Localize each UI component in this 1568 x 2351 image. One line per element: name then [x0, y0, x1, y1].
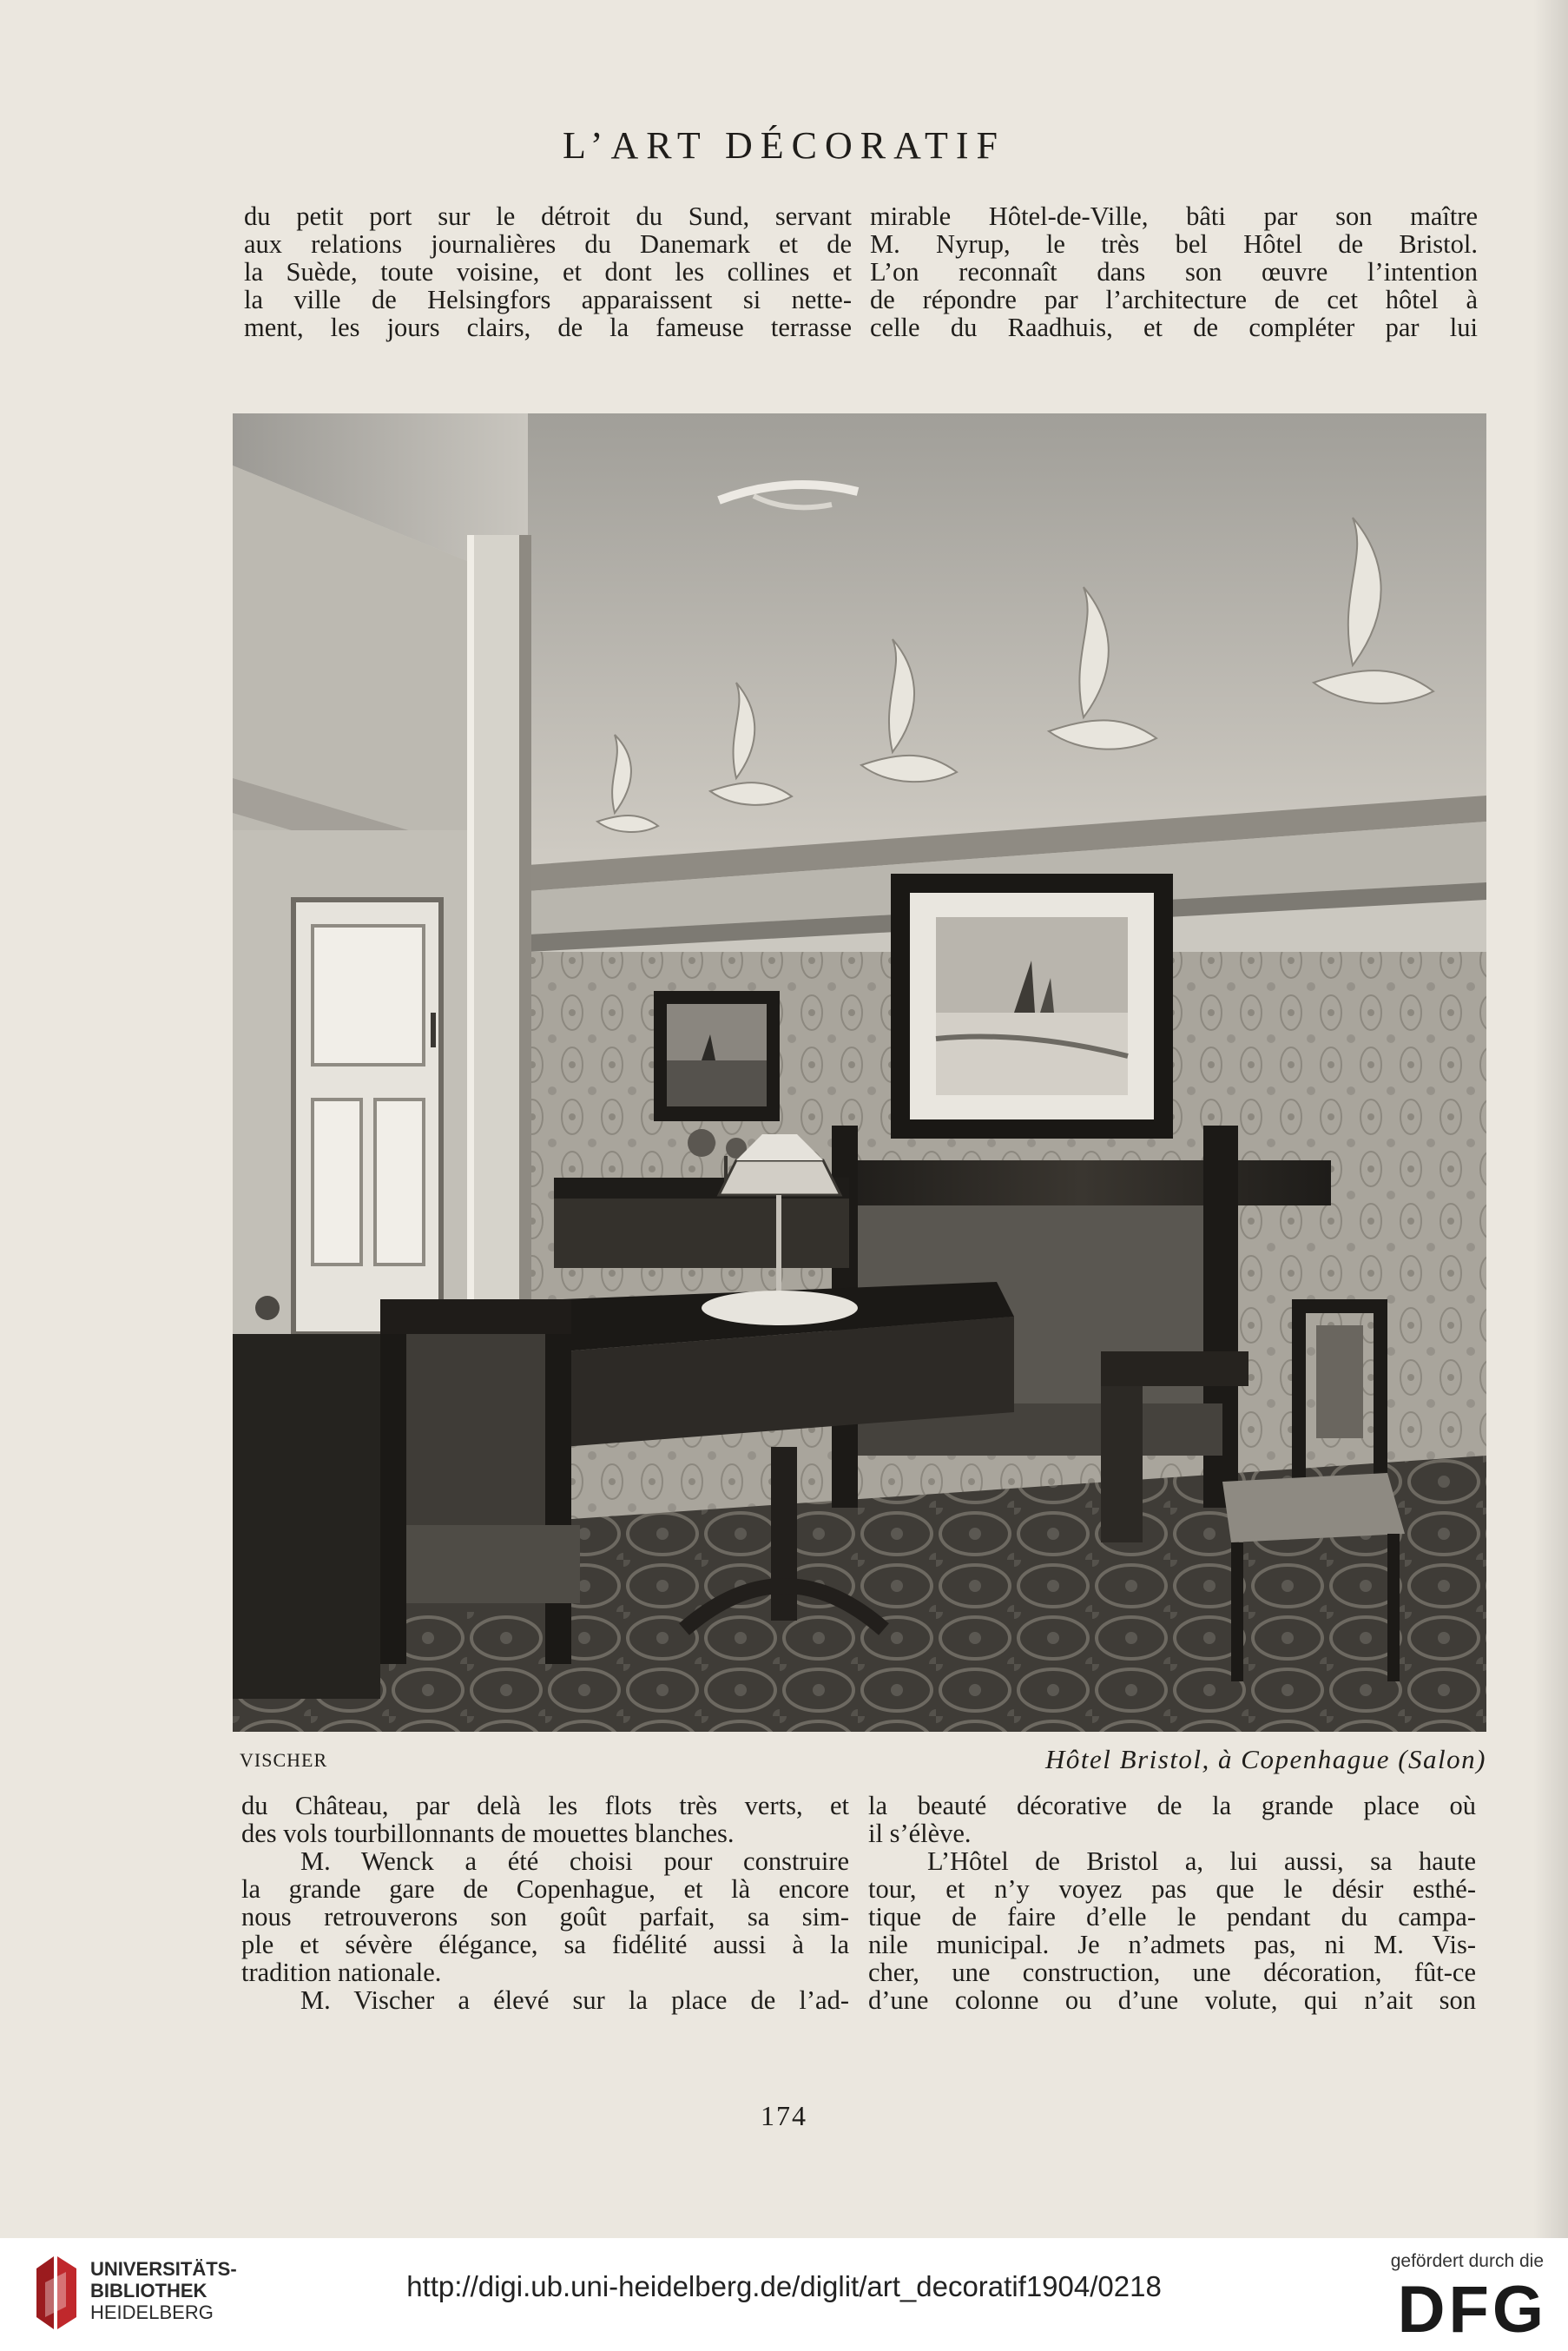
source-url-link[interactable]: http://digi.ub.uni-heidelberg.de/diglit/art_decoratif1904/0218: [406, 2270, 1162, 2302]
top-right-column: [870, 202, 1478, 341]
text-line: mirable Hôtel-de-Ville, bâti par son maître: [870, 201, 1478, 231]
text-line: la ville de Helsingfors apparaissent si nette-: [244, 285, 852, 314]
text-line: M. Nyrup, le très bel Hôtel de Bristol.: [870, 229, 1478, 259]
text-line: celle du Raadhuis, et de compléter par lui: [870, 313, 1478, 342]
text-line: des vols tourbillonnants de mouettes blanches.: [241, 1819, 735, 1848]
library-name-line: BIBLIOTHEK: [90, 2280, 208, 2301]
library-name-line: HEIDELBERG: [90, 2301, 214, 2323]
text-line: du petit port sur le détroit du Sund, servant: [244, 201, 852, 231]
text-line: tradition nationale.: [241, 1958, 442, 1987]
library-name-line: UNIVERSITÄTS-: [90, 2258, 237, 2280]
text-line: d’une colonne ou d’une volute, qui n’ait son: [868, 1985, 1476, 2015]
salon-photograph: [233, 413, 1486, 1732]
text-line: nous retrouverons son goût parfait, sa sim-: [241, 1902, 849, 1932]
text-line: cher, une construction, une décoration, fût-ce: [868, 1958, 1476, 1987]
text-line: aux relations journalières du Danemark et de: [244, 229, 852, 259]
text-line: tique de faire d’elle le pendant du campa-: [868, 1902, 1476, 1932]
salon-photograph-drawing: [233, 413, 1486, 1732]
text-line: nile municipal. Je n’admets pas, ni M. Vis-: [868, 1930, 1476, 1959]
bottom-left-column: [241, 1792, 849, 2014]
text-line: ple et sévère élégance, sa fidélité aussi à la: [241, 1930, 849, 1959]
text-line: la grande gare de Copenhague, et là encore: [241, 1874, 849, 1904]
page-number: 174: [761, 2100, 807, 2131]
text-line: la beauté décorative de la grande place où: [868, 1791, 1476, 1820]
top-left-column: [244, 202, 852, 341]
bottom-right-column: [868, 1792, 1476, 2014]
text-line: L’Hôtel de Bristol a, lui aussi, sa haute: [927, 1846, 1476, 1876]
text-line: L’on reconnaît dans son œuvre l’intention: [870, 257, 1478, 287]
text-line: il s’élève.: [868, 1819, 972, 1848]
sponsor-label: gefördert durch die: [1390, 2251, 1544, 2271]
text-line: la Suède, toute voisine, et dont les collines et: [244, 257, 852, 287]
dfg-logo: DFG: [1397, 2273, 1547, 2347]
running-head: L’ART DÉCORATIF: [562, 124, 1006, 167]
text-line: ment, les jours clairs, de la fameuse terrasse: [244, 313, 852, 342]
text-line: du Château, par delà les flots très verts, et: [241, 1791, 849, 1820]
text-line: tour, et n’y voyez pas que le désir esthé-: [868, 1874, 1476, 1904]
text-line: M. Vischer a élevé sur la place de l’ad-: [300, 1985, 849, 2015]
photo-caption: Hôtel Bristol, à Copenhague (Salon): [1045, 1744, 1486, 1774]
photo-credit: VISCHER: [240, 1749, 328, 1771]
text-line: M. Wenck a été choisi pour construire: [300, 1846, 849, 1876]
text-line: de répondre par l’architecture de cet hôtel à: [870, 285, 1478, 314]
